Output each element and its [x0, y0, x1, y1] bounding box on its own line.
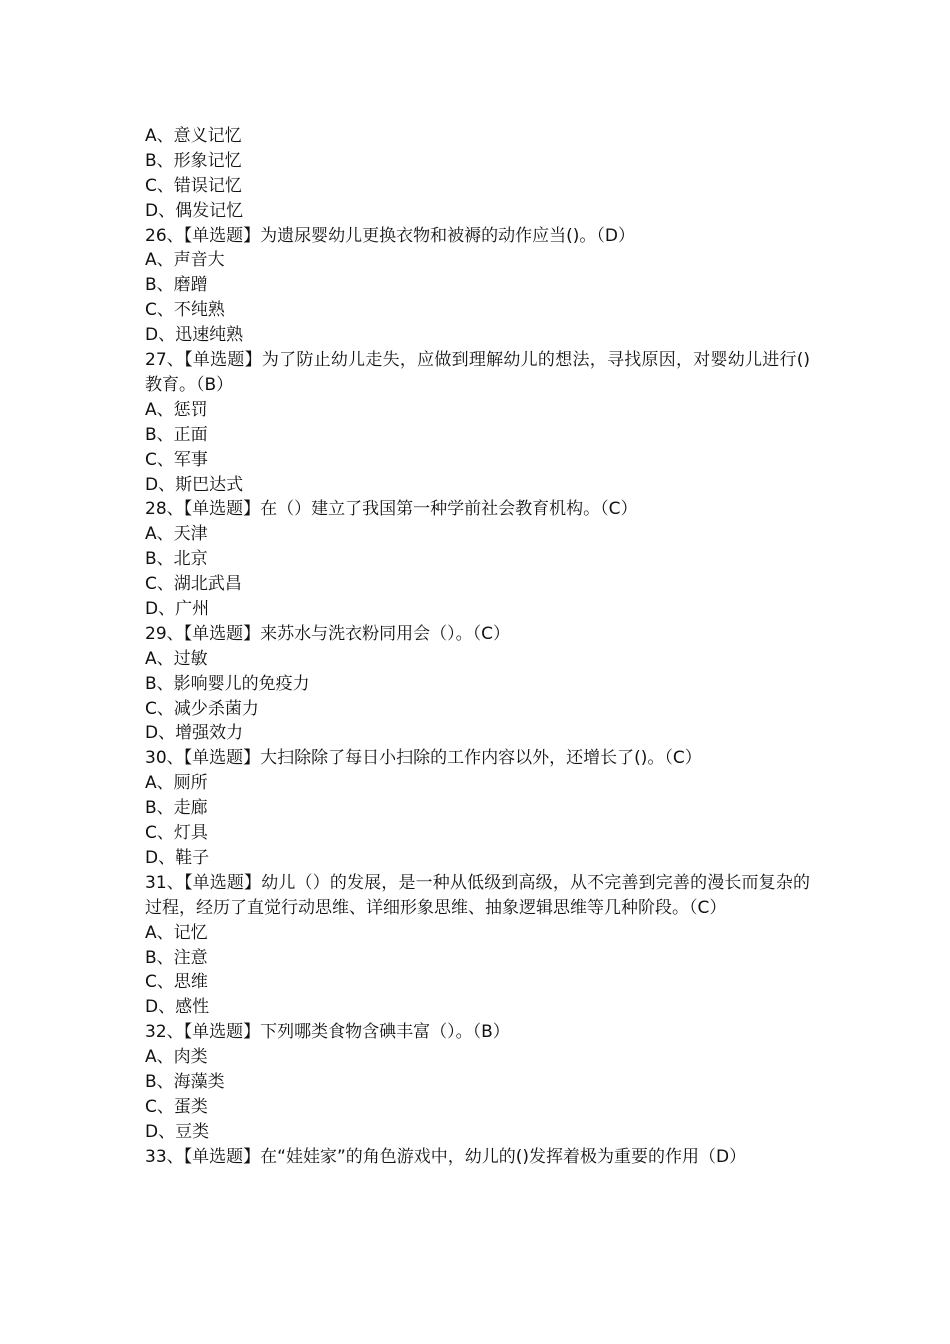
answer-option: C、灯具: [145, 823, 208, 844]
answer-option: D、广州: [145, 598, 210, 619]
question-line: 33、【单选题】在“娃娃家”的角色游戏中，幼儿的()发挥着极为重要的作用（D）: [145, 1146, 747, 1167]
answer-option: B、北京: [145, 549, 208, 570]
question-line: 26、【单选题】为遗尿婴幼儿更换衣物和被褥的动作应当()。（D）: [145, 225, 635, 246]
question-line: 32、【单选题】下列哪类食物含碘丰富（）。（B）: [145, 1022, 510, 1043]
answer-option: D、偶发记忆: [145, 200, 244, 221]
answer-option: B、走廊: [145, 798, 208, 819]
answer-option: C、军事: [145, 449, 208, 470]
answer-option: A、惩罚: [145, 399, 208, 420]
answer-option: C、思维: [145, 972, 208, 993]
answer-option: D、鞋子: [145, 847, 210, 868]
answer-option: A、意义记忆: [145, 126, 242, 146]
question-line: 31、【单选题】幼儿（）的发展，是一种从低级到高级，从不完善到完善的漫长而复杂的过程，经历了直觉行动思维、详细形象思维、抽象逻辑思维等几种阶段。（C）: [145, 872, 810, 918]
answer-option: B、注意: [145, 947, 208, 968]
answer-option: C、湖北武昌: [145, 574, 242, 595]
answer-option: C、蛋类: [145, 1096, 208, 1117]
answer-option: C、减少杀菌力: [145, 698, 259, 719]
answer-option: A、过敏: [145, 648, 208, 669]
question-line: 27、【单选题】为了防止幼儿走失，应做到理解幼儿的想法，寻找原因，对婴幼儿进行()教育。（B）: [145, 350, 810, 395]
answer-option: B、海藻类: [145, 1071, 225, 1092]
answer-option: A、记忆: [145, 922, 208, 943]
answer-option: B、影响婴儿的免疫力: [145, 673, 310, 694]
answer-option: A、天津: [145, 524, 208, 545]
answer-option: B、形象记忆: [145, 150, 242, 171]
question-line: 28、【单选题】在（）建立了我国第一种学前社会教育机构。（C）: [145, 499, 638, 520]
answer-option: D、感性: [145, 997, 210, 1018]
answer-option: C、错误记忆: [145, 175, 242, 196]
answer-option: D、迅速纯熟: [145, 325, 244, 346]
answer-option: A、肉类: [145, 1047, 208, 1068]
document-page: [145, 124, 810, 1170]
answer-option: D、豆类: [145, 1121, 210, 1142]
question-line: 29、【单选题】来苏水与洗衣粉同用会（）。（C）: [145, 623, 511, 644]
answer-option: D、斯巴达式: [145, 474, 244, 495]
answer-option: B、磨蹭: [145, 275, 208, 296]
answer-option: B、正面: [145, 424, 208, 445]
answer-option: C、不纯熟: [145, 300, 225, 321]
answer-option: A、声音大: [145, 250, 225, 271]
question-line: 30、【单选题】大扫除除了每日小扫除的工作内容以外，还增长了()。（C）: [145, 748, 702, 769]
answer-option: A、厕所: [145, 773, 208, 794]
answer-option: D、增强效力: [145, 723, 244, 744]
